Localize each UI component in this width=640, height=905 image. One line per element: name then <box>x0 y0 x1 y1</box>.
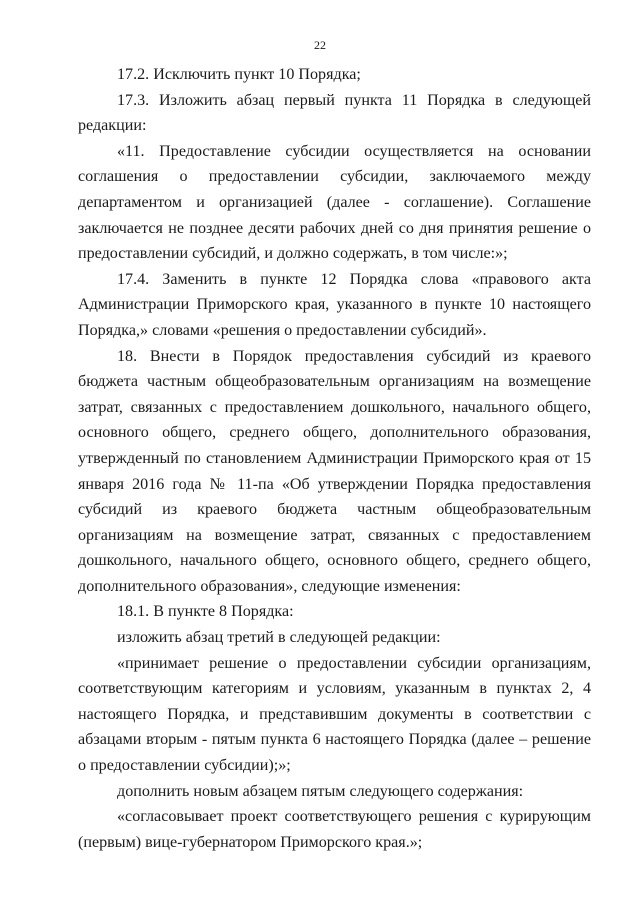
paragraph-dopolnit: дополнить новым абзацем пятым следующего содержания: <box>117 782 524 800</box>
paragraph-11-quote: «11. Предоставление субсидии осуществляется на основании соглашения о предоставлении субсидии, заключаемого между департаментом и организацией (далее - соглашение). Соглашение заключается не позднее десяти рабочих дней со дня принятия решение о предоставлении субсидий, и должно содержать, в том числе:»; <box>78 142 591 263</box>
paragraph-17-4: 17.4. Заменить в пункте 12 Порядка слова «правового акта Администрации Приморского края, указанного в пункте 10 настоящего Порядка,» словами «решения о предоставлении субсидий». <box>78 270 591 339</box>
document-body <box>78 62 591 855</box>
paragraph-abzac-tretiy: изложить абзац третий в следующей редакции: <box>117 629 441 647</box>
paragraph-17-3: 17.3. Изложить абзац первый пункта 11 Порядка в следующей редакции: <box>78 91 591 135</box>
paragraph-prinimaet-quote: «принимает решение о предоставлении субсидии организациям, соответствующим категориям и условиям, указанным в пунктах 2, 4 настоящего Порядка, и представившим документы в соответствии с абзацами вторым - пятым пункта 6 настоящего Порядка (далее – решение о предоставлении субсидии);»; <box>78 654 591 775</box>
paragraph-soglasovyvaet-quote: «согласовывает проект соответствующего решения с курирующим (первым) вице-губернатором Приморского края.»; <box>78 808 591 851</box>
page-number: 22 <box>314 38 326 52</box>
paragraph-17-2: 17.2. Исключить пункт 10 Порядка; <box>117 66 361 83</box>
paragraph-18: 18. Внести в Порядок предоставления субсидий из краевого бюджета частным общеобразовательным организациям на возмещение затрат, связанных с предоставлением дошкольного, начального общего, основного общего, среднего общего, дополнительного образования, утвержденный по становлением Администрации Приморского края от 15 января 2016 года № 11-па «Об утверждении Порядка предоставления субсидий из краевого бюджета частным общеобразовательным организациям на возмещение затрат, связанных с предоставлением дошкольного, начального общего, основного общего, среднего общего, дополнительного образования», следующие изменения: <box>78 347 591 595</box>
paragraph-18-1: 18.1. В пункте 8 Порядка: <box>117 603 294 621</box>
